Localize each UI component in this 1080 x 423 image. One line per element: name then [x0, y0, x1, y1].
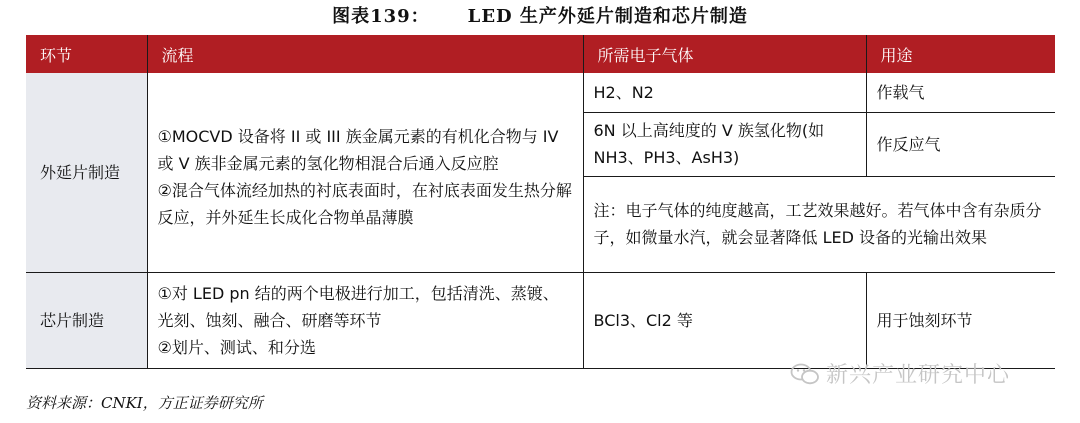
stage-epi: 外延片制造	[26, 73, 147, 272]
watermark	[790, 358, 1010, 389]
process-epi-step-2: ②混合气体流经加热的衬底表面时，在衬底表面发生热分解反应，并外延生长成化合物单晶薄膜	[157, 181, 572, 228]
process-epi	[147, 73, 583, 272]
process-chip	[147, 272, 583, 368]
gas-carrier: H2、N2	[583, 73, 866, 112]
use-carrier: 作载气	[866, 73, 1055, 112]
process-chip-step-2: ②划片、测试、和分选	[157, 337, 316, 357]
use-etch: 用于蚀刻环节	[866, 272, 1055, 368]
header-process: 流程	[147, 35, 583, 73]
table-header-row	[26, 35, 1055, 73]
header-gas: 所需电子气体	[583, 35, 866, 73]
gas-etch: BCl3、Cl2 等	[583, 272, 866, 368]
gas-reactant: 6N 以上高纯度的 V 族氢化物(如 NH3、PH3、AsH3)	[583, 112, 866, 176]
figure-title	[0, 2, 1080, 30]
use-reactant: 作反应气	[866, 112, 1055, 176]
process-chip-step-1: ①对 LED pn 结的两个电极进行加工，包括清洗、蒸镀、光刻、蚀刻、融合、研磨等环节	[157, 283, 559, 330]
process-table	[26, 35, 1055, 369]
watermark-text: 新兴产业研究中心	[826, 363, 1011, 388]
note-cell: 注：电子气体的纯度越高，工艺效果越好。若气体中含有杂质分子，如微量水汽，就会显著降低 LED 设备的光输出效果	[583, 176, 1055, 272]
wechat-icon	[790, 363, 820, 385]
source-note: 资料来源：CNKI，方正证券研究所	[26, 394, 263, 412]
stage-chip: 芯片制造	[26, 272, 147, 368]
table-row	[26, 272, 1055, 368]
figure-number: 图表139：	[332, 6, 430, 27]
figure-caption: LED 生产外延片制造和芯片制造	[467, 6, 748, 27]
table-row	[26, 73, 1055, 112]
header-stage: 环节	[26, 35, 147, 73]
header-use: 用途	[866, 35, 1055, 73]
process-epi-step-1: ①MOCVD 设备将 II 或 III 族金属元素的有机化合物与 IV 或 V 族非金属元素的氢化物相混合后通入反应腔	[157, 127, 559, 174]
